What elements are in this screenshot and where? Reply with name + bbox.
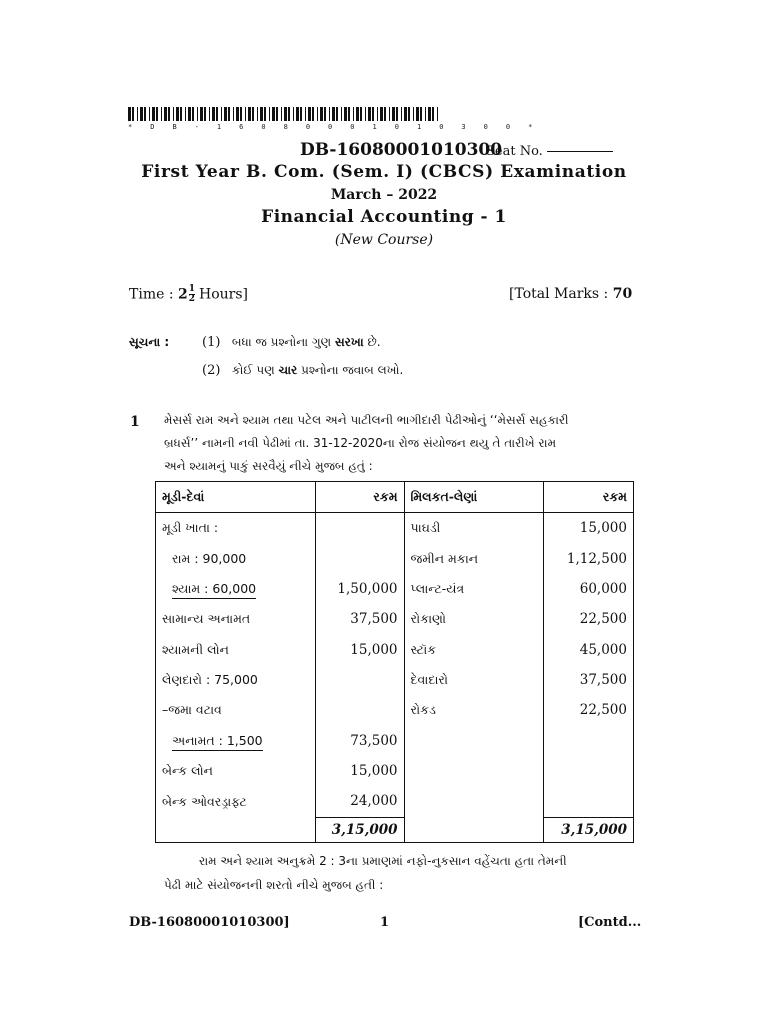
liability-amount: 15,000 (315, 634, 404, 664)
liability-cell: શ્યામની લોન (156, 634, 316, 664)
barcode (128, 107, 440, 121)
month-year: March – 2022 (330, 187, 438, 203)
asset-amount: 22,500 (544, 695, 634, 725)
asset-amount (544, 726, 634, 756)
instruction-emphasis: સરખા (334, 335, 364, 349)
time-denominator: 2 (188, 294, 196, 304)
time-allowed (129, 285, 248, 304)
asset-amount: 22,500 (544, 604, 634, 634)
time-label: Time : (129, 286, 174, 303)
liability-amount: 15,000 (315, 756, 404, 786)
instruction-item (202, 363, 403, 378)
instruction-text: બધા જ પ્રશ્નોના ગુણ (231, 335, 332, 349)
instruction-number: (1) (202, 335, 221, 350)
asset-cell: પ્લાન્ટ-યંત્ર (404, 574, 544, 604)
question-followup (199, 850, 659, 873)
total-marks (509, 286, 632, 302)
marks-label: [Total Marks : (509, 286, 609, 302)
table-row (156, 604, 634, 634)
instructions-label: સૂચના : (129, 335, 170, 349)
liability-cell: સામાન્ય અનામત (156, 604, 316, 634)
marks-value: 70 (612, 286, 633, 302)
asset-cell (404, 726, 544, 756)
table-row (156, 574, 634, 604)
paper-code: DB-16080001010300 (300, 140, 503, 160)
table-row (156, 756, 634, 786)
asset-cell: રોકડ (404, 695, 544, 725)
table-row (156, 543, 634, 573)
table-header-row (156, 482, 634, 513)
asset-cell (404, 756, 544, 786)
seat-label: Seat No. (486, 144, 543, 159)
asset-amount: 1,12,500 (544, 543, 634, 573)
asset-cell: રોકાણો (404, 604, 544, 634)
question-number: 1 (130, 414, 140, 430)
liability-amount (315, 665, 404, 695)
liability-cell: બેન્ક લોન (156, 756, 316, 786)
asset-amount: 60,000 (544, 574, 634, 604)
time-whole: 2 (178, 286, 188, 303)
liability-amount: 1,50,000 (315, 574, 404, 604)
assets-header: મિલકત-લેણાં (404, 482, 544, 513)
time-fraction (189, 285, 195, 304)
exam-title: First Year B. Com. (Sem. I) (CBCS) Examination (141, 162, 627, 182)
liability-cell: રામ : 90,000 (156, 543, 316, 573)
table-row (156, 634, 634, 664)
table-row (156, 726, 634, 756)
asset-cell: દેવાદારો (404, 665, 544, 695)
liabilities-total: 3,15,000 (315, 817, 404, 842)
liability-cell: લેણદારો : 75,000 (156, 665, 316, 695)
course-label: (New Course) (334, 232, 434, 248)
total-label-empty (404, 817, 544, 842)
liability-cell: મૂડી ખાતા : (156, 513, 316, 544)
liability-amount: 37,500 (315, 604, 404, 634)
asset-amount: 15,000 (544, 513, 634, 544)
asset-amount: 45,000 (544, 634, 634, 664)
asset-cell: પાઘડી (404, 513, 544, 544)
asset-cell: સ્ટૉક (404, 634, 544, 664)
liability-amount: 24,000 (315, 786, 404, 817)
table-row (156, 665, 634, 695)
table-row (156, 695, 634, 725)
instruction-text: કોઈ પણ (231, 363, 275, 377)
page-number: 1 (380, 915, 390, 930)
asset-cell (404, 786, 544, 817)
instruction-emphasis: ચાર (278, 363, 298, 377)
instruction-text-end: પ્રશ્નોના જવાબ લખો. (301, 363, 404, 377)
table-total-row (156, 817, 634, 842)
liability-cell: –જમા વટાવ (156, 695, 316, 725)
seat-number-field (486, 144, 613, 159)
assets-total: 3,15,000 (544, 817, 634, 842)
liability-cell: શ્યામ : 60,000 (172, 581, 256, 599)
question-intro-line: અને શ્યામનું પાકું સરવૈયું નીચે મુજબ હતું : (164, 459, 373, 473)
balance-sheet-table (155, 481, 634, 843)
question-followup-line: પેઢી માટે સંયોજનની શરતો નીચે મુજબ હતી : (164, 878, 384, 892)
asset-cell: જમીન મકાન (404, 543, 544, 573)
asset-amount: 37,500 (544, 665, 634, 695)
question-followup-line: રામ અને શ્યામ અનુક્રમે 2 : 3ના પ્રમાણમાં નફો-નુકસાન વહેંચતા હતા તેમની (199, 854, 567, 868)
question-intro-line: મેસર્સ રામ અને શ્યામ તથા પટેલ અને પાટીલની ભાગીદારી પેઢીઓનું ‘‘મેસર્સ સહકારી (164, 413, 569, 427)
liability-amount (315, 513, 404, 544)
asset-amount (544, 786, 634, 817)
footer-paper-code: DB-16080001010300] (129, 915, 290, 930)
amount-header: રકમ (544, 482, 634, 513)
total-label-empty (156, 817, 316, 842)
seat-number-blank (547, 151, 613, 152)
liability-amount (315, 695, 404, 725)
instruction-text-end: છે. (367, 335, 381, 349)
question-intro-line: બ્રધર્સ’’ નામની નવી પેઢીમાં તા. 31-12-2020ના રોજ સંયોજન થયુ તે તારીખે રામ (164, 436, 557, 450)
instruction-number: (2) (202, 363, 221, 378)
liability-cell: બેન્ક ઓવરડ્રાફ્ટ (156, 786, 316, 817)
continued-label: [Contd... (578, 915, 642, 930)
question-intro (164, 409, 664, 478)
subject-title: Financial Accounting - 1 (261, 207, 507, 227)
table-row (156, 786, 634, 817)
liability-amount: 73,500 (315, 726, 404, 756)
liability-amount (315, 543, 404, 573)
time-numerator: 1 (188, 284, 196, 294)
liabilities-header: મૂડી-દેવાં (156, 482, 316, 513)
asset-amount (544, 756, 634, 786)
liability-cell: અનામત : 1,500 (172, 733, 263, 751)
table-row (156, 513, 634, 544)
question-followup (164, 874, 664, 897)
instruction-item (202, 335, 381, 350)
time-unit: Hours] (199, 286, 249, 303)
amount-header: રકમ (315, 482, 404, 513)
barcode-text: * D B - 1 6 0 8 0 0 0 1 0 1 0 3 0 0 * (128, 123, 540, 131)
